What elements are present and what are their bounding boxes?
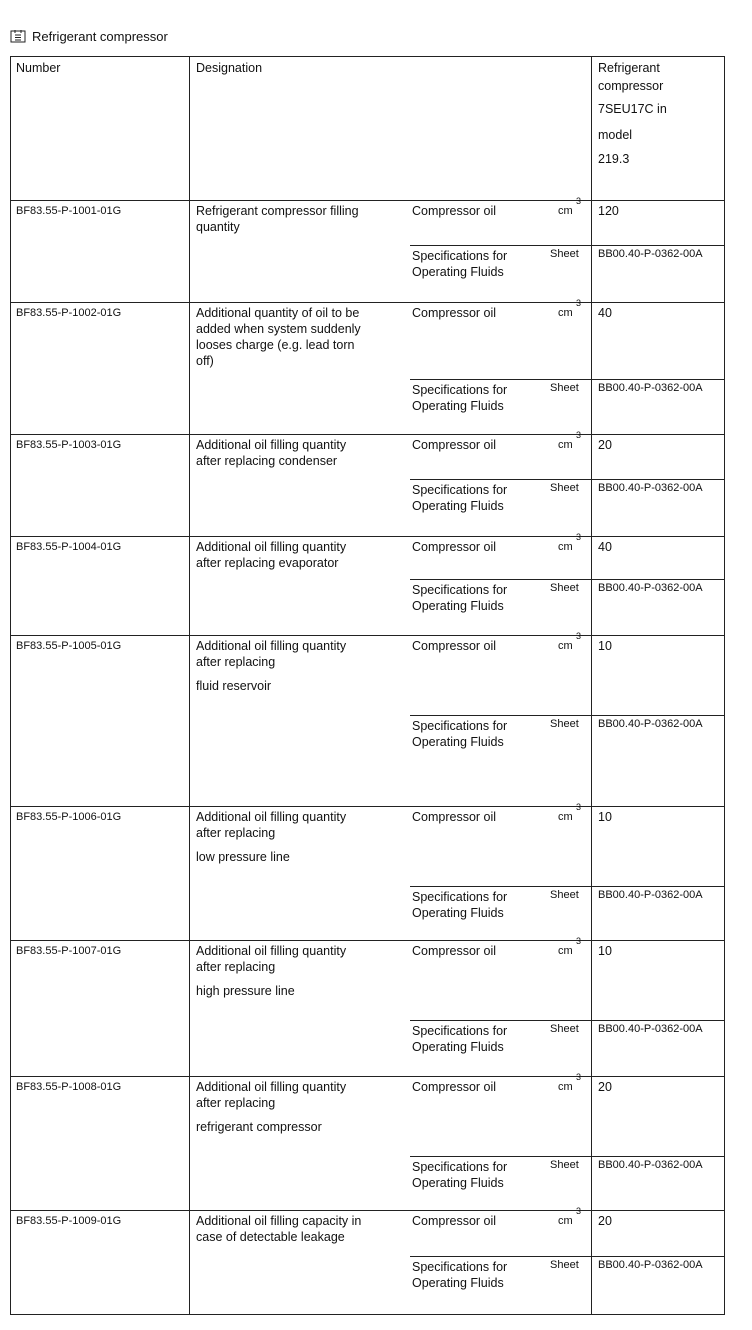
row-value: BB00.40-P-0362-00A [598,718,703,730]
row-item: Operating Fluids [412,499,504,513]
row-item: Operating Fluids [412,1276,504,1290]
row-unit: Sheet [550,248,579,260]
row-item: Specifications for [412,383,508,397]
row-designation: fluid reservoir [196,679,272,693]
row-unit: cm [558,640,573,652]
row-designation: Additional oil filling quantity [196,639,347,653]
row-unit: cm [558,205,573,217]
row-item: Operating Fluids [412,906,504,920]
row-item: Operating Fluids [412,265,504,279]
row-designation: after replacing [196,960,276,974]
row-item: Specifications for [412,890,508,904]
row-unit: cm [558,945,573,957]
row-designation: off) [196,354,214,368]
row-value: BB00.40-P-0362-00A [598,248,703,260]
document-icon [10,29,26,43]
header-designation: Designation [196,61,263,75]
row-number: BF83.55-P-1008-01G [16,1081,122,1093]
row-designation: looses charge (e.g. lead torn [196,338,355,352]
unit-superscript: 3 [576,631,582,641]
row-value: 120 [598,204,619,218]
row-number: BF83.55-P-1009-01G [16,1215,122,1227]
unit-superscript: 3 [576,196,582,206]
table-bottom-border [10,1314,725,1315]
row-unit: cm [558,1215,573,1227]
row-designation: after replacing [196,655,276,669]
row-value: BB00.40-P-0362-00A [598,382,703,394]
row-unit: Sheet [550,718,579,730]
row-divider [10,940,724,941]
unit-superscript: 3 [576,430,582,440]
row-number: BF83.55-P-1001-01G [16,205,122,217]
row-item: Operating Fluids [412,1176,504,1190]
header-number: Number [16,61,61,75]
row-value: BB00.40-P-0362-00A [598,889,703,901]
row-designation: added when system suddenly [196,322,361,336]
row-designation: low pressure line [196,850,290,864]
table-top-border [10,56,724,57]
row-divider [10,635,724,636]
row-designation: quantity [196,220,240,234]
row-value: 10 [598,944,612,958]
row-value: BB00.40-P-0362-00A [598,582,703,594]
header-model: model [598,128,633,142]
row-item: Operating Fluids [412,735,504,749]
row-unit: Sheet [550,482,579,494]
unit-superscript: 3 [576,532,582,542]
unit-superscript: 3 [576,1072,582,1082]
row-designation: after replacing condenser [196,454,338,468]
row-item: Compressor oil [412,810,497,824]
unit-superscript: 3 [576,936,582,946]
row-item: Specifications for [412,719,508,733]
row-designation: Refrigerant compressor filling [196,204,359,218]
row-item: Compressor oil [412,639,497,653]
row-unit: cm [558,439,573,451]
row-designation: after replacing [196,1096,276,1110]
row-number: BF83.55-P-1007-01G [16,945,122,957]
row-value: BB00.40-P-0362-00A [598,482,703,494]
row-number: BF83.55-P-1006-01G [16,811,122,823]
row-item: Compressor oil [412,944,497,958]
row-designation: Additional oil filling capacity in [196,1214,362,1228]
row-item: Specifications for [412,483,508,497]
row-item: Compressor oil [412,438,497,452]
row-designation: after replacing evaporator [196,556,339,570]
row-unit: cm [558,811,573,823]
row-unit: Sheet [550,889,579,901]
row-item: Specifications for [412,583,508,597]
row-item: Specifications for [412,1260,508,1274]
table-right-border [724,56,725,1314]
unit-superscript: 3 [576,298,582,308]
row-designation: after replacing [196,826,276,840]
row-designation: Additional oil filling quantity [196,438,347,452]
row-unit: cm [558,1081,573,1093]
row-divider [10,806,724,807]
row-item: Specifications for [412,1024,508,1038]
row-number: BF83.55-P-1005-01G [16,640,122,652]
row-unit: Sheet [550,582,579,594]
column-divider [189,56,190,1314]
row-divider [10,1076,724,1077]
row-item: Specifications for [412,1160,508,1174]
row-divider [10,434,724,435]
row-unit: Sheet [550,1023,579,1035]
header-model: 7SEU17C in [598,102,667,116]
row-divider [10,302,724,303]
row-value: BB00.40-P-0362-00A [598,1159,703,1171]
row-designation: Additional oil filling quantity [196,810,347,824]
page-title-text: Refrigerant compressor [32,28,168,44]
row-designation: Additional oil filling quantity [196,944,347,958]
row-number: BF83.55-P-1003-01G [16,439,122,451]
row-unit: Sheet [550,1159,579,1171]
row-value: 20 [598,1080,612,1094]
row-value: 20 [598,1214,612,1228]
row-unit: cm [558,307,573,319]
header-model: Refrigerant [598,61,660,75]
row-value: 10 [598,639,612,653]
row-designation: high pressure line [196,984,295,998]
row-item: Operating Fluids [412,399,504,413]
page-title [10,27,168,45]
row-number: BF83.55-P-1002-01G [16,307,122,319]
row-number: BF83.55-P-1004-01G [16,541,122,553]
row-value: 40 [598,540,612,554]
header-model: compressor [598,79,664,93]
row-unit: Sheet [550,382,579,394]
row-designation: Additional oil filling quantity [196,540,347,554]
unit-superscript: 3 [576,1206,582,1216]
table-left-border [10,56,11,1314]
row-designation: Additional quantity of oil to be [196,306,360,320]
row-divider [10,536,724,537]
row-value: 10 [598,810,612,824]
header-model: 219.3 [598,152,630,166]
row-value: 40 [598,306,612,320]
row-divider [10,200,724,201]
row-item: Operating Fluids [412,1040,504,1054]
row-value: 20 [598,438,612,452]
row-value: BB00.40-P-0362-00A [598,1023,703,1035]
row-value: BB00.40-P-0362-00A [598,1259,703,1271]
row-designation: case of detectable leakage [196,1230,345,1244]
row-item: Compressor oil [412,540,497,554]
row-designation: Additional oil filling quantity [196,1080,347,1094]
row-unit: cm [558,541,573,553]
row-item: Compressor oil [412,1214,497,1228]
unit-superscript: 3 [576,802,582,812]
row-item: Operating Fluids [412,599,504,613]
row-divider [10,1210,724,1211]
row-item: Compressor oil [412,306,497,320]
row-unit: Sheet [550,1259,579,1271]
row-designation: refrigerant compressor [196,1120,322,1134]
row-item: Specifications for [412,249,508,263]
row-item: Compressor oil [412,1080,497,1094]
row-item: Compressor oil [412,204,497,218]
